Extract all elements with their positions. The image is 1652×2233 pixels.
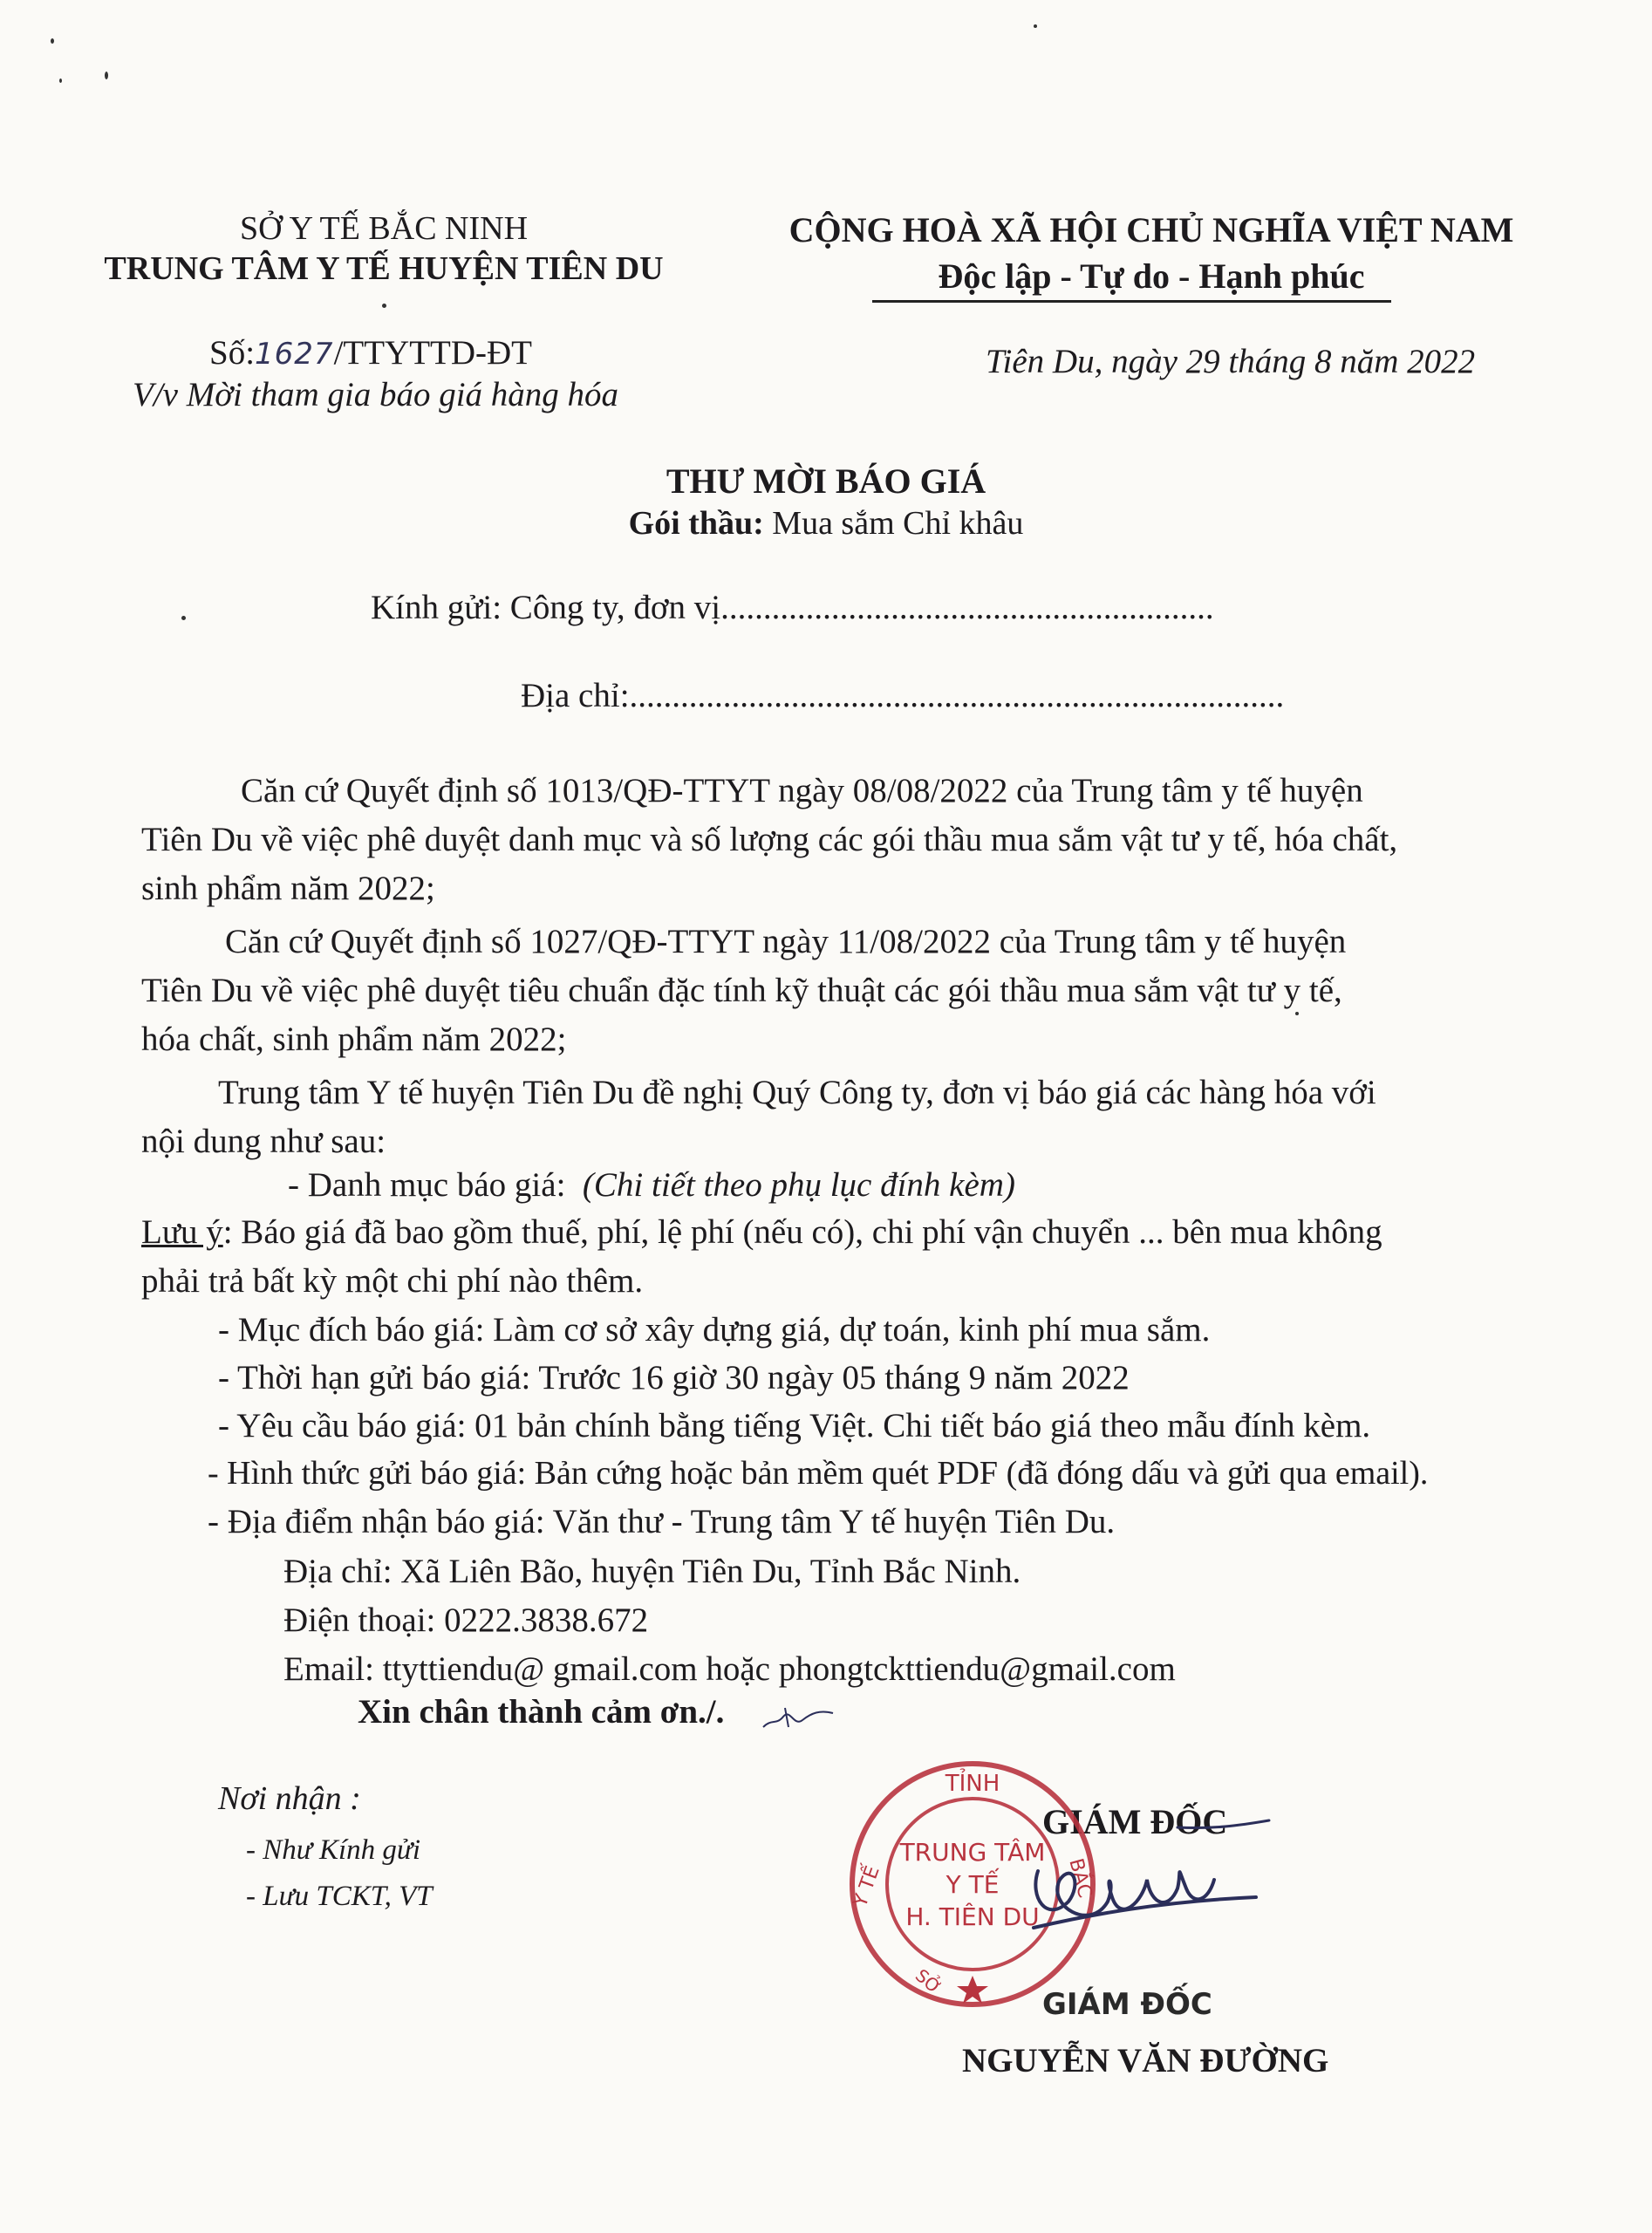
stray-dot [181, 616, 186, 620]
note-text: : Báo giá đã bao gồm thuế, phí, lệ phí (nếu có), chi phí vận chuyển ... bên mua không [222, 1213, 1382, 1251]
signer-name: NGUYỄN VĂN ĐƯỜNG [962, 2042, 1329, 2079]
list-item-purpose: - Mục đích báo giá: Làm cơ sở xây dựng giá, dự toán, kinh phí mua sắm. [218, 1311, 1211, 1349]
recipient-item-1: - Như Kính gửi [246, 1834, 421, 1866]
list-value: (Chi tiết theo phụ lục đính kèm) [582, 1166, 1015, 1204]
list-item-deadline: - Thời hạn gửi báo giá: Trước 16 giờ 30 ngày 05 tháng 9 năm 2022 [218, 1359, 1130, 1396]
document-title: THƯ MỜI BÁO GIÁ [666, 461, 986, 501]
scan-mark [59, 79, 62, 83]
issuer-parent-org: SỞ Y TẾ BẮC NINH [239, 210, 529, 247]
para3-line1: Trung tâm Y tế huyện Tiên Du đề nghị Quý Công ty, đơn vị báo giá các hàng hóa với [218, 1074, 1376, 1111]
subject-line: V/v Mời tham gia báo giá hàng hóa [133, 376, 619, 413]
seal-line-1: TRUNG TÂM [899, 1838, 1046, 1867]
scan-mark [51, 38, 54, 44]
para2-line2: Tiên Du về việc phê duyệt tiêu chuẩn đặc tính kỹ thuật các gói thầu mua sắm vật tư y tế, [141, 972, 1342, 1009]
scan-mark [1034, 24, 1037, 28]
scan-mark [1295, 1012, 1299, 1015]
national-motto: Độc lập - Tự do - Hạnh phúc [938, 256, 1365, 296]
recipients-title: Nơi nhận : [218, 1780, 361, 1817]
seal-line-2: Y TẾ [945, 1870, 1000, 1899]
number-prefix: Số: [209, 334, 256, 372]
seal-text-left: Y TẾ [849, 1863, 884, 1910]
address-blank-line: Địa chỉ:............................................................................. [521, 677, 1285, 714]
recipient-line: Kính gửi: Công ty, đơn vị.......................................................... [371, 589, 1214, 626]
list-item-requirements: - Yêu cầu báo giá: 01 bản chính bằng tiếng Việt. Chi tiết báo giá theo mẫu đính kèm. [218, 1407, 1371, 1444]
note-label: Lưu ý [141, 1213, 223, 1251]
contact-phone: Điện thoại: 0222.3838.672 [283, 1601, 649, 1639]
number-handwritten: 1627 [255, 337, 334, 372]
list-item-submission-form: - Hình thức gửi báo giá: Bản cứng hoặc bản mềm quét PDF (đã đóng dấu và gửi qua email). [208, 1455, 1429, 1492]
note-line1 [141, 1212, 1382, 1252]
para2-line3: hóa chất, sinh phẩm năm 2022; [141, 1021, 567, 1058]
contact-address: Địa chỉ: Xã Liên Bão, huyện Tiên Du, Tỉnh Bắc Ninh. [283, 1553, 1021, 1590]
scan-mark [105, 72, 108, 79]
para3-line2: nội dung như sau: [141, 1123, 386, 1160]
para1-line1: Căn cứ Quyết định số 1013/QĐ-TTYT ngày 08/08/2022 của Trung tâm y tế huyện [241, 772, 1363, 809]
seal-text-top: TỈNH [945, 1771, 1000, 1797]
para1-line3: sinh phẩm năm 2022; [141, 870, 435, 907]
seal-text-bottom: SỞ [911, 1964, 946, 1998]
signer-stamp-role: GIÁM ĐỐC [1042, 1987, 1212, 2022]
contact-email: Email: ttyttiendu@ gmail.com hoặc phongtckttiendu@gmail.com [283, 1650, 1176, 1688]
seal-star-icon [957, 1976, 988, 2004]
package-label: Gói thầu: [628, 505, 764, 542]
signer-role: GIÁM ĐỐC [1042, 1802, 1228, 1841]
list-item-receiving-place: - Địa điểm nhận báo giá: Văn thư - Trung tâm Y tế huyện Tiên Du. [208, 1503, 1116, 1540]
handwritten-signature [1021, 1819, 1273, 1993]
place-date: Tiên Du, ngày 29 tháng 8 năm 2022 [986, 343, 1476, 380]
list-item-category [288, 1165, 1015, 1205]
package-line [0, 504, 1652, 543]
note-line2: phải trả bất kỳ một chi phí nào thêm. [141, 1262, 644, 1300]
para2-line1: Căn cứ Quyết định số 1027/QĐ-TTYT ngày 11/08/2022 của Trung tâm y tế huyện [225, 923, 1347, 960]
para1-line2: Tiên Du về việc phê duyệt danh mục và số lượng các gói thầu mua sắm vật tư y tế, hóa chất, [141, 821, 1398, 858]
issuer-org: TRUNG TÂM Y TẾ HUYỆN TIÊN DU [104, 250, 664, 287]
number-suffix: /TTYTTD-ĐT [333, 334, 532, 372]
document-number [209, 333, 532, 372]
motto-underline [872, 300, 1391, 303]
initials-mark [759, 1701, 837, 1736]
thanks-line: Xin chân thành cảm ơn./. [358, 1693, 725, 1731]
list-label: - Danh mục báo giá: [288, 1166, 566, 1204]
recipient-item-2: - Lưu TCKT, VT [246, 1881, 433, 1912]
seal-line-3: H. TIÊN DU [905, 1902, 1040, 1931]
seal-text-right: BẮC [1064, 1856, 1096, 1901]
package-value: Mua sắm Chỉ khâu [763, 505, 1024, 542]
separator-dot [382, 304, 386, 308]
national-title: CỘNG HOÀ XÃ HỘI CHỦ NGHĨA VIỆT NAM [788, 210, 1514, 249]
